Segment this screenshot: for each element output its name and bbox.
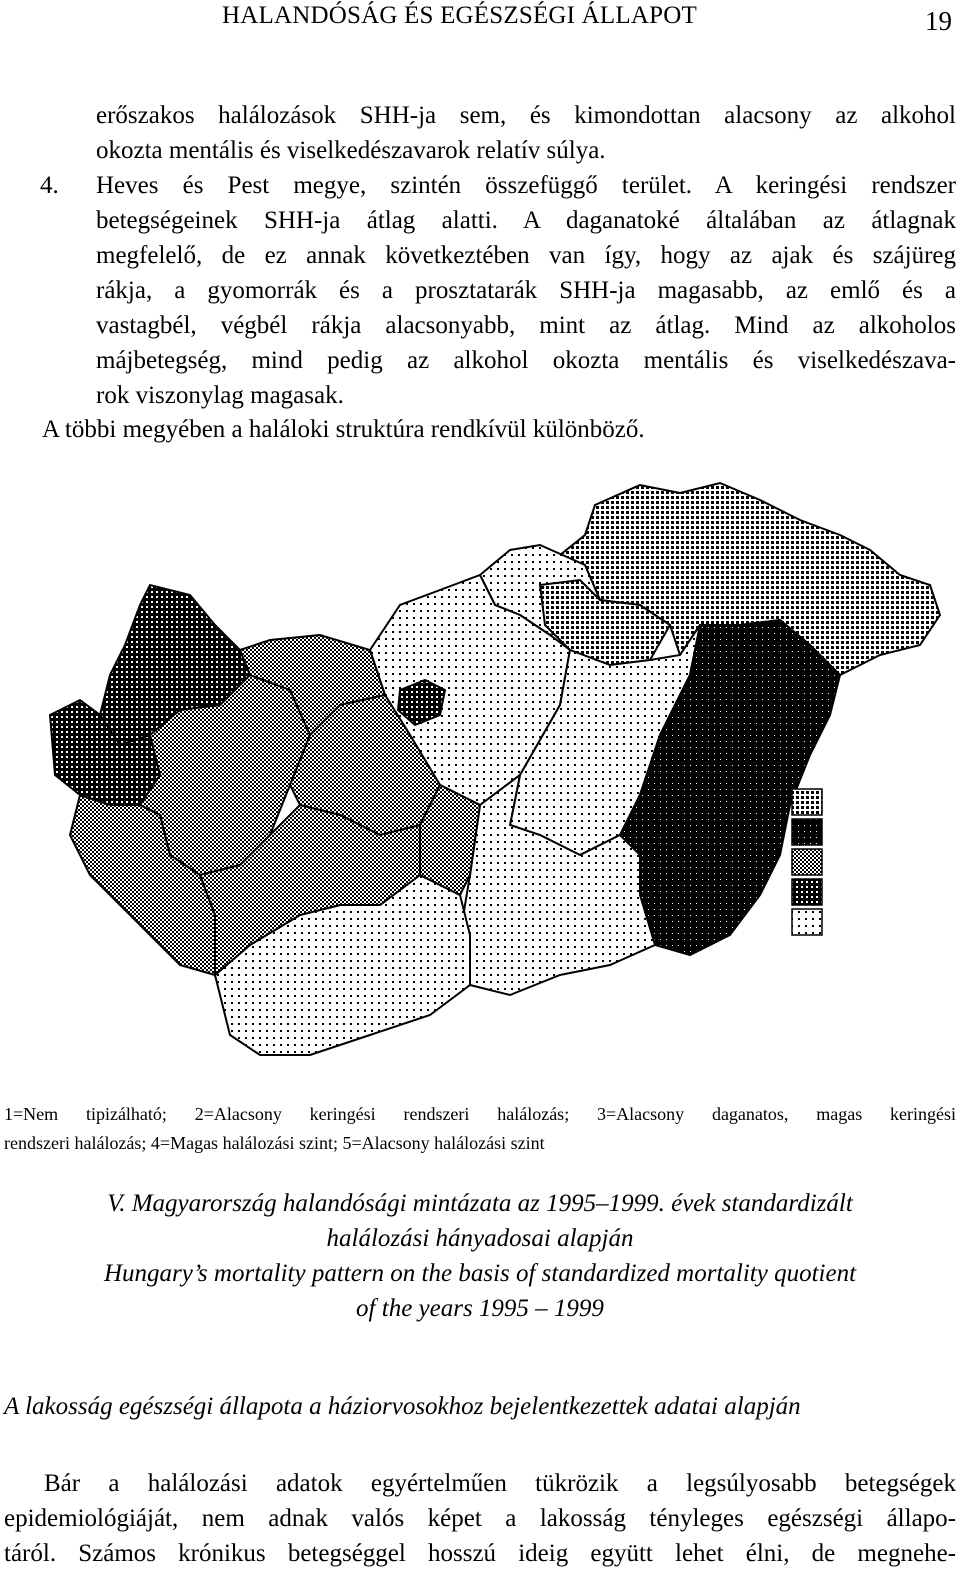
final-line-1: Bár a halálozási adatok egyértelműen tükrözik a legsúlyosabb betegségek (44, 1470, 956, 1497)
item4-line-5: vastagbél, végbél rákja alacsonyabb, mint az átlag. Mind az alkoholos (96, 312, 956, 339)
item4-line-4: rákja, a gyomorrák és a prosztatarák SHH-ja magasabb, az emlő és a (96, 277, 956, 304)
item4-paragraph (96, 168, 956, 413)
item4-line-3: megfelelő, de ez annak következtében van így, hogy az ajak és szájüreg (96, 242, 956, 269)
figure-caption-hu-line-2: halálozási hányadosai alapján (326, 1225, 634, 1252)
legend-caption (4, 1100, 956, 1158)
figure-caption-en-line-1: Hungary’s mortality pattern on the basis of standardized mortality quotient (103, 1260, 857, 1287)
hungary-mortality-map (40, 475, 950, 1075)
closing-line: A többi megyében a haláloki struktúra rendkívül különböző. (42, 416, 645, 443)
map-legend (792, 789, 822, 935)
item4-line-7: rok viszonylag magasak. (96, 382, 344, 409)
running-header: HALANDÓSÁG ÉS EGÉSZSÉGI ÁLLAPOT (222, 2, 697, 29)
intro-line-1: erőszakos halálozások SHH-ja sem, és kimondottan alacsony az alkohol (96, 102, 956, 129)
item4-line-6: májbetegség, mind pedig az alkohol okozta mentális és viselkedészava- (96, 347, 956, 374)
final-line-3: táról. Számos krónikus betegséggel hosszú ideig együtt lehet élni, de megnehe- (4, 1540, 956, 1567)
intro-line-2: okozta mentális és viselkedészavarok relatív súlya. (96, 137, 606, 164)
legend-swatch-3 (792, 849, 822, 875)
figure-caption-hu-line-1: V. Magyarország halandósági mintázata az 1995–1999. évek standardizált (107, 1190, 853, 1217)
final-line-2: epidemiológiáját, nem adnak valós képet a lakosság tényleges egészségi állapo- (4, 1505, 956, 1532)
legend-caption-line-2: rendszeri halálozás; 4=Magas halálozási szint; 5=Alacsony halálozási szint (4, 1133, 545, 1153)
final-paragraph (4, 1466, 956, 1571)
item4-number: 4. (40, 172, 59, 199)
legend-swatch-2 (792, 819, 822, 845)
page-number: 19 (925, 6, 952, 36)
legend-caption-line-1: 1=Nem tipizálható; 2=Alacsony keringési rendszeri halálozás; 3=Alacsony daganatos, magas keringési (4, 1104, 956, 1124)
figure-caption-hu (0, 1186, 960, 1256)
map-svg (40, 475, 950, 1075)
legend-swatch-5 (792, 909, 822, 935)
item4-line-2: betegségeinek SHH-ja átlag alatti. A daganatoké általában az átlagnak (96, 207, 956, 234)
legend-swatch-1 (792, 789, 822, 815)
intro-paragraph (96, 98, 956, 168)
item4-line-1: Heves és Pest megye, szintén összefüggő terület. A keringési rendszer (96, 172, 956, 199)
figure-caption-en-line-2: of the years 1995 – 1999 (356, 1295, 604, 1322)
section-heading: A lakosság egészségi állapota a háziorvosokhoz bejelentkezettek adatai alapján (4, 1393, 801, 1420)
figure-caption-en (0, 1256, 960, 1326)
legend-swatch-4 (792, 879, 822, 905)
